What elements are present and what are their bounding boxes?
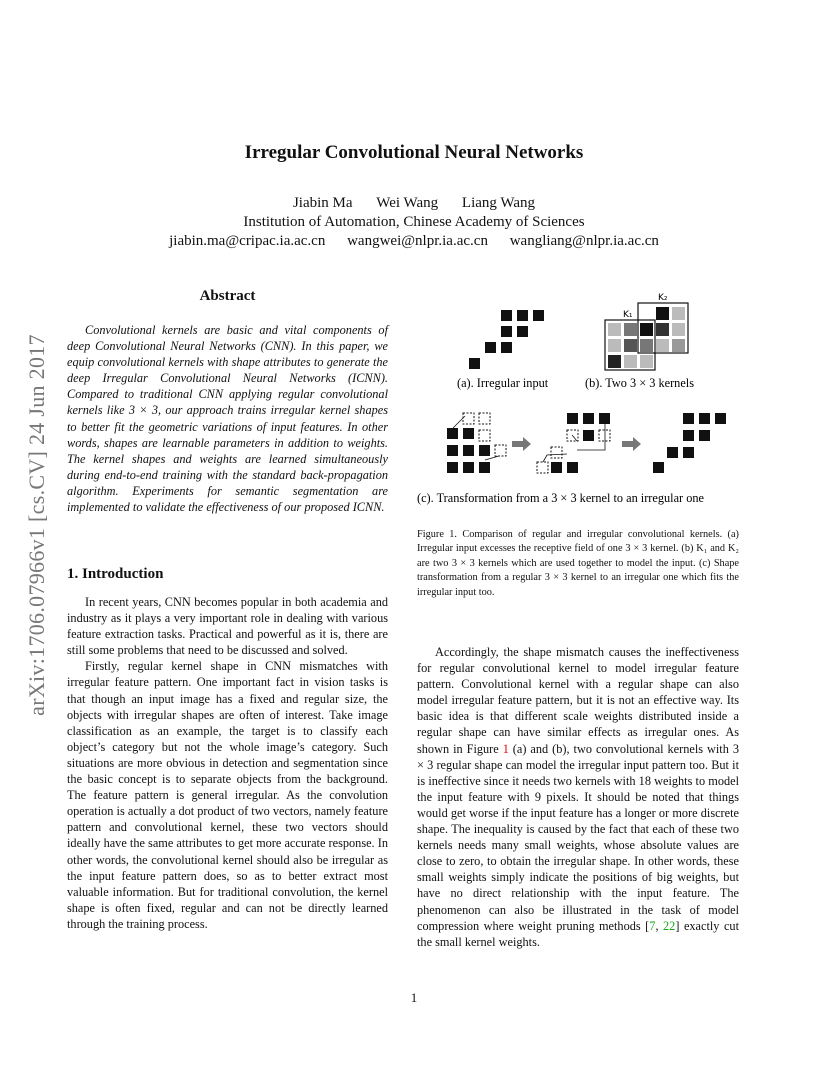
right-column-body — [417, 644, 739, 950]
kernel-1-label: K₁ — [623, 310, 633, 320]
subcaption-a: (a). Irregular input — [457, 376, 549, 390]
author-list — [0, 195, 828, 212]
citation-separator: , — [655, 918, 664, 933]
author-name: Liang Wang — [461, 195, 536, 211]
abstract-heading: Abstract — [199, 288, 256, 304]
figure-1-caption: Figure 1. Comparison of regular and irregular convolutional kernels. (a) Irregular input excesses the receptive field of one 3 × 3 kernel. (b) K₁ and K₂ are two 3 × 3 kernels which are used together to model the input. (c) Shape transformation from a regular 3 × 3 kernel to an irregular one which fits the irregular input too. — [417, 529, 739, 598]
author-email: wangwei@nlpr.ia.ac.cn — [347, 233, 488, 249]
abstract-text: Convolutional kernels are basic and vital components of deep Convolutional Neural Networks (CNN). In this paper, we equip convolutional kernels with shape attributes to generate the deep Irregular Convolutional Neural Networks (ICNN). Compared to traditional CNN applying regular convolutional kernels like 3 × 3, our approach trains irregular kernel shapes to better fit the geometric variations of input features. In other words, shapes are learnable parameters in addition to weights. The kernel shapes and weights are learned simultaneously during end-to-end training with the standard back-propagation algorithm. Experiments for semantic segmentation are implemented to validate the effectiveness of our proposed ICNN. — [67, 323, 388, 515]
paragraph-text: ] exactly cut the small kernel weights. — [417, 918, 739, 949]
paragraph-text: (a) and (b), two convolutional kernels with 3 × 3 regular shape can model the irregular input pattern too. But it is ineffective since it needs two kernels with 18 weights to model the input feature with 9 pixels. It should be noted that things would get worse if the input feature has a longer or more discrete shape. The inequality is caused by the fact that each of these two kernels needs many small weights, whose absolute values are close to zero, to obtain the irregular shape. In other words, these small weights simply indicate the positions of big weights, but have no direct relationship with the input feature. The phenomenon can also be illustrated in the task of model compression where weight pruning methods [ — [417, 741, 739, 933]
arxiv-identifier: arXiv:1706.07966v1 [cs.CV] 24 Jun 2017 — [24, 334, 49, 716]
author-email: jiabin.ma@cripac.ia.ac.cn — [169, 233, 326, 249]
email-list — [0, 233, 828, 250]
transform-stage-mid — [537, 413, 610, 473]
irregular-input-pattern — [469, 310, 544, 369]
paper-title: Irregular Convolutional Neural Networks — [244, 142, 584, 163]
transform-stage-regular — [447, 413, 506, 473]
paragraph-text: Accordingly, the shape mismatch causes the ineffectiveness for regular convolutional kernel to model irregular feature pattern. Convolutional kernel with a regular shape can also model irregular feature pattern, but it is not an effective way. Its basic idea is that different scale weights distributed inside a regular shape can have similar effects as irregular ones. As shown in Figure — [417, 645, 739, 756]
citation-link[interactable]: 7 — [649, 918, 656, 933]
page-number: 1 — [410, 990, 418, 1005]
institution: Institution of Automation, Chinese Academy of Sciences — [243, 214, 585, 230]
body-paragraph — [417, 644, 739, 950]
figure-1-graphic — [417, 290, 739, 510]
citation-link[interactable]: 22 — [663, 918, 676, 933]
two-kernel-grid — [605, 293, 688, 370]
subcaption-c: (c). Transformation from a 3 × 3 kernel to an irregular one — [417, 491, 704, 505]
arxiv-sidebar — [22, 290, 52, 760]
kernel-2-label: K₂ — [658, 293, 668, 303]
author-email: wangliang@nlpr.ia.ac.cn — [509, 233, 659, 249]
author-name: Wei Wang — [376, 195, 439, 211]
figure-1 — [417, 290, 739, 510]
figure-reference-link[interactable]: 1 — [502, 741, 509, 756]
intro-heading: 1. Introduction — [67, 566, 164, 582]
intro-paragraph: In recent years, CNN becomes popular in both academia and industry as it plays a very important role in dealing with various feature extraction tasks. Practical and powerful as it is, there are still some problems that need to be discussed and solved. — [67, 595, 388, 658]
abstract-body — [67, 322, 388, 515]
arrow-icon — [622, 437, 641, 451]
intro-body — [67, 594, 388, 932]
subcaption-b: (b). Two 3 × 3 kernels — [585, 376, 694, 390]
intro-paragraph: Firstly, regular kernel shape in CNN mismatches with irregular feature pattern. One important fact in vision tasks is that though an input image has a fixed and regular size, the objects with irregular shapes are often of interest. Take image classification as an example, the target is to classify each object’s category but not the whole image’s category. Such situations are more obvious in detection and segmentation since the basic concept is to separate objects from the background. The feature pattern is general irregular. As the convolution operation is actually a dot product of two vectors, namely feature pattern and convolutional kernel, these two vectors should ideally have the same attributes to get more accurate response. In other words, the convolutional kernel should also be irregular as the input feature pattern does, so as to better extract most valuable information. But for traditional convolution, the kernel shape is often fixed, regular and can not be directly learned through the training process. — [67, 659, 388, 931]
author-name: Jiabin Ma — [292, 195, 353, 211]
transform-stage-irregular — [653, 413, 726, 473]
arrow-icon — [512, 437, 531, 451]
